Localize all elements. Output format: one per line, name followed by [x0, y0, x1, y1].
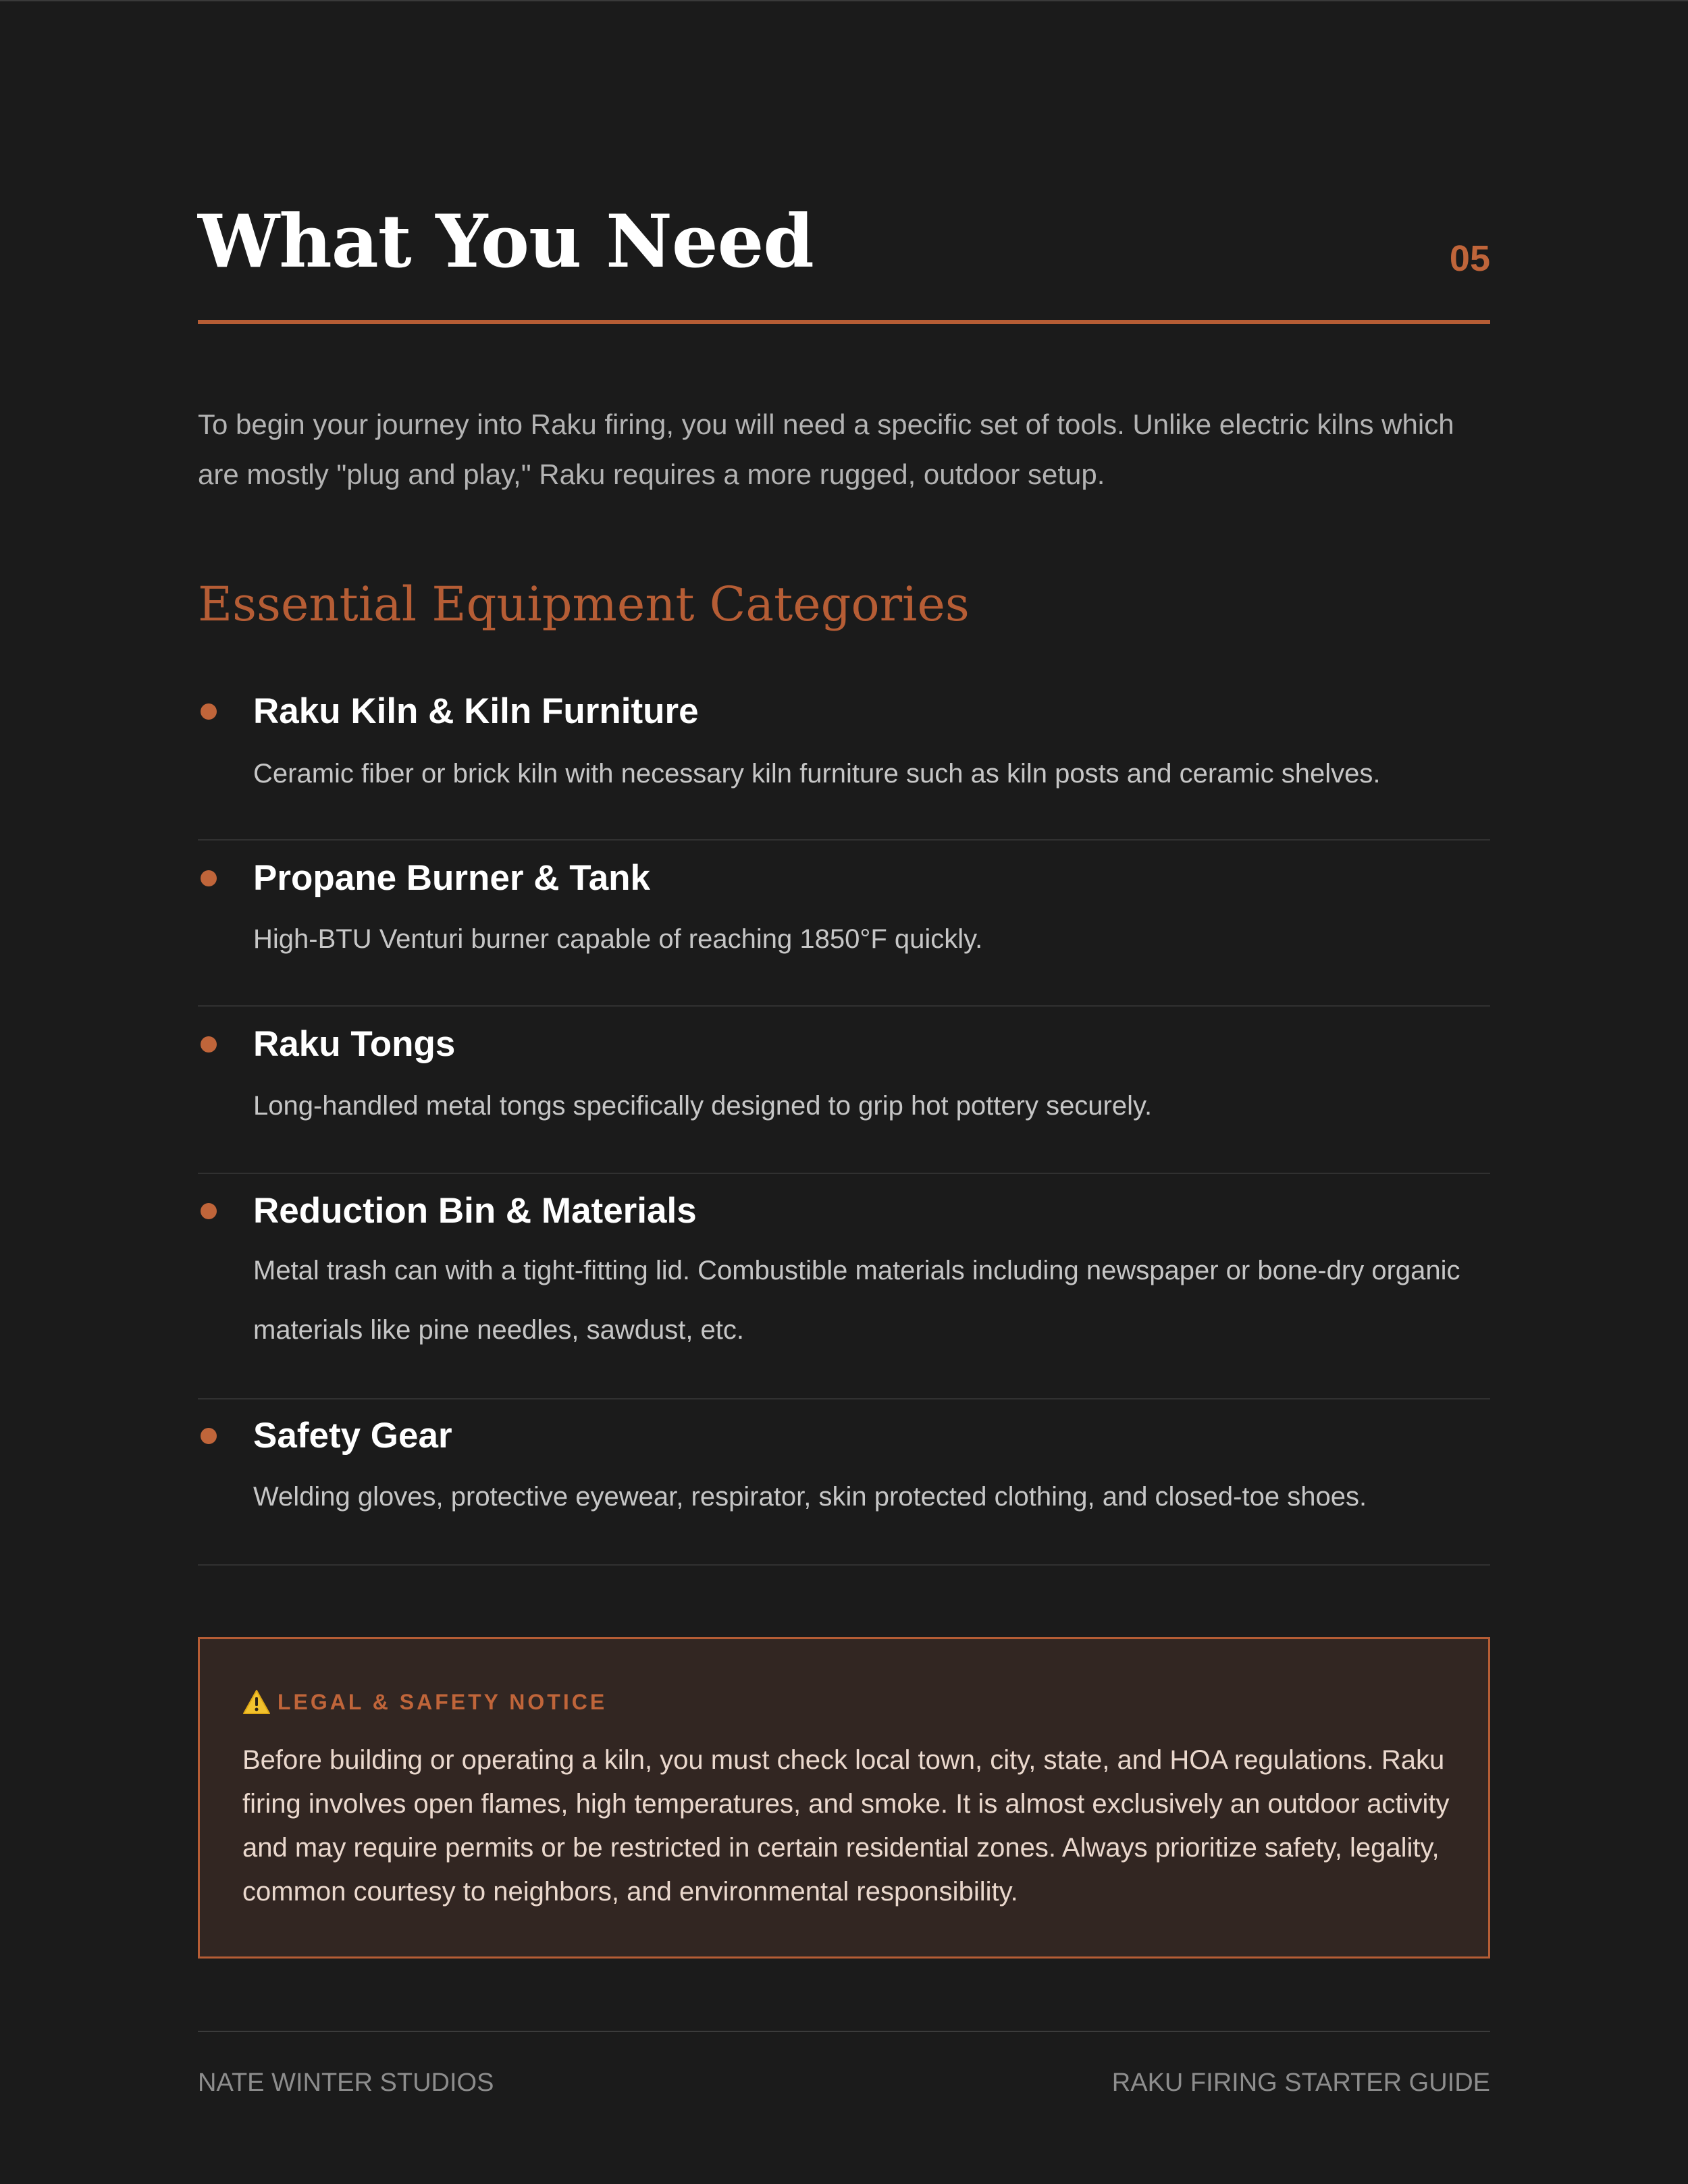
equipment-item	[198, 841, 1490, 1007]
bullet-icon	[201, 870, 217, 886]
intro-paragraph: To begin your journey into Raku firing, you will need a specific set of tools. Unlike electric kilns which are mostly "plug and play," Raku requires a more rugged, outdoor setup.	[198, 408, 1454, 490]
top-border	[0, 0, 1688, 1]
page-number: 05	[1449, 238, 1490, 279]
equipment-item-title: Raku Kiln & Kiln Furniture	[253, 691, 699, 731]
bullet-icon	[201, 1036, 217, 1053]
notice-text: Before building or operating a kiln, you must check local town, city, state, and HOA regulations. Raku firing involves open flames, high temperatures, and smoke. It is almost exclusively an outdoor activity and may require permits or be restricted in certain residential zones. Always prioritize safety, legality, common courtesy to neighbors, and environmental responsibility.	[242, 1745, 1450, 1907]
warning-icon	[242, 1689, 271, 1715]
equipment-item-title: Reduction Bin & Materials	[253, 1191, 697, 1231]
legal-safety-notice	[198, 1637, 1490, 1959]
footer-studio-name: NATE WINTER STUDIOS	[198, 2069, 494, 2097]
bullet-icon	[201, 1203, 217, 1219]
equipment-item	[198, 1007, 1490, 1174]
page-title: What You Need	[198, 199, 814, 284]
bullet-icon	[201, 1428, 217, 1444]
page-header	[198, 194, 1490, 324]
notice-header	[242, 1685, 607, 1719]
page-footer	[198, 2031, 1490, 2097]
bullet-icon	[201, 703, 217, 720]
equipment-item-description: Ceramic fiber or brick kiln with necessary kiln furniture such as kiln posts and ceramic shelves.	[253, 759, 1381, 789]
equipment-item-title: Safety Gear	[253, 1416, 452, 1456]
equipment-list	[198, 672, 1490, 1566]
equipment-item-description: Welding gloves, protective eyewear, respirator, skin protected clothing, and closed-toe shoes.	[253, 1482, 1367, 1512]
equipment-item-description: High-BTU Venturi burner capable of reaching 1850°F quickly.	[253, 924, 983, 954]
equipment-item-description: Long-handled metal tongs specifically designed to grip hot pottery securely.	[253, 1091, 1153, 1121]
equipment-item-description: Metal trash can with a tight-fitting lid. Combustible materials including newspaper or bone-dry organic materials like pine needles, sawdust, etc.	[253, 1256, 1460, 1345]
footer-guide-title: RAKU FIRING STARTER GUIDE	[1111, 2069, 1490, 2097]
notice-label: LEGAL & SAFETY NOTICE	[278, 1689, 608, 1714]
equipment-item-title: Propane Burner & Tank	[253, 858, 651, 898]
equipment-item	[198, 1400, 1490, 1566]
equipment-item-title: Raku Tongs	[253, 1024, 456, 1064]
equipment-item	[198, 1174, 1490, 1400]
equipment-item	[198, 672, 1490, 841]
section-title: Essential Equipment Categories	[198, 577, 970, 632]
